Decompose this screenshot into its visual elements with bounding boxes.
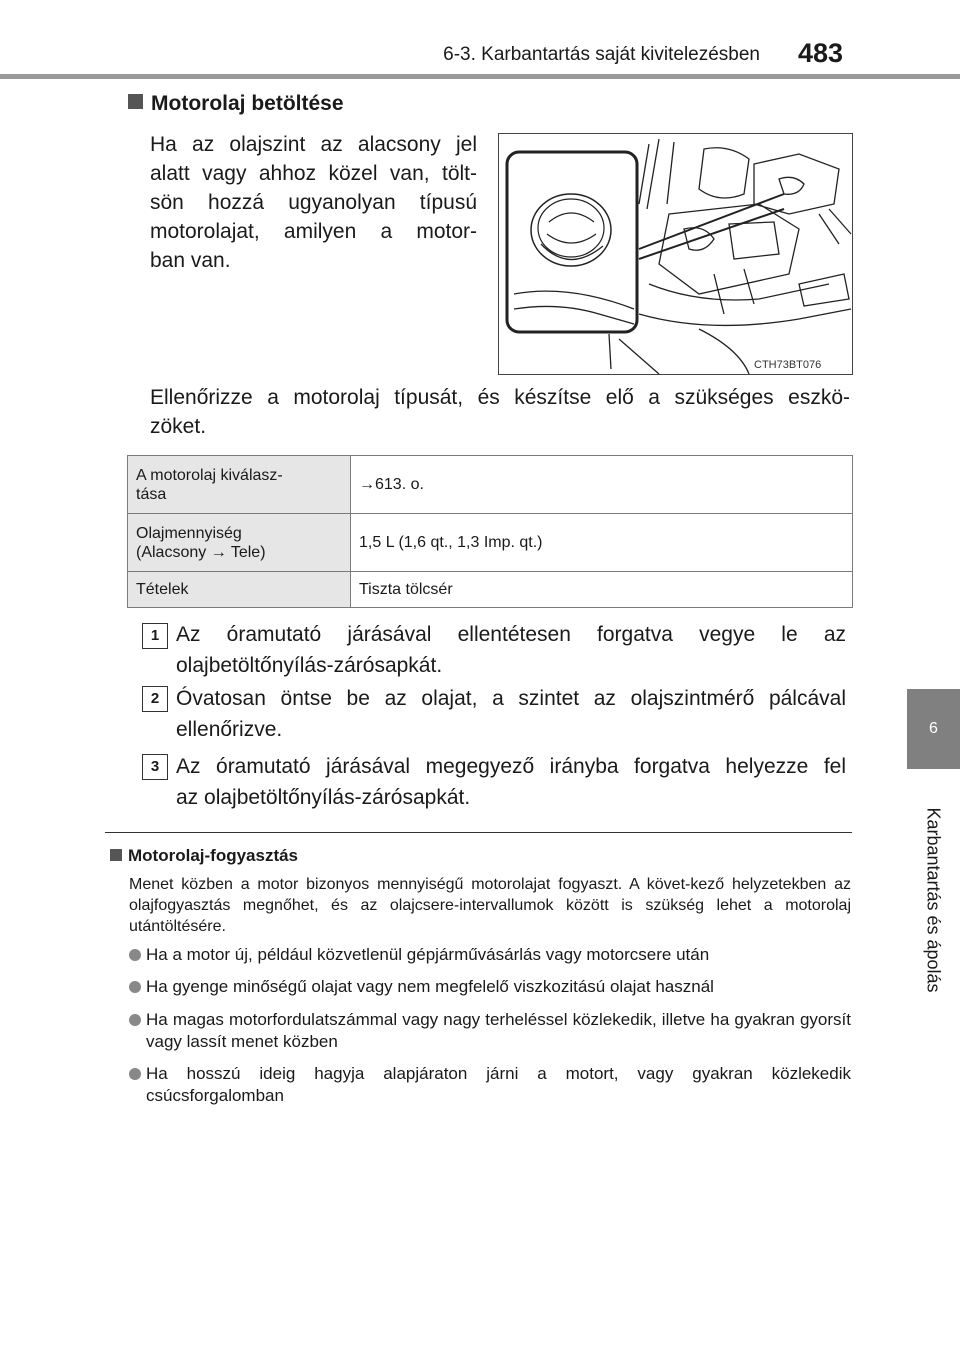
- page-number: 483: [798, 38, 844, 68]
- step-line: az olajbetöltőnyílás-zárósapkát.: [176, 786, 471, 809]
- section-heading-text: Motorolaj betöltése: [151, 92, 344, 115]
- bullet-text: Ha hosszú ideig hagyja alapjáraton járni a motort, vagy gyakran közlekedik csúcsforgalomban: [146, 1064, 851, 1105]
- table-value-cell: Tiszta tölcsér: [351, 572, 853, 608]
- section-heading: [128, 92, 344, 116]
- step-line: Az óramutató járásával megegyező irányba forgatva helyezze fel: [176, 755, 846, 778]
- intro-line: motorolajat, amilyen a motor-: [150, 220, 477, 243]
- bullet-text: Ha magas motorfordulatszámmal vagy nagy terheléssel közlekedik, illetve ha gyakran gyorsít vagy lassít menet közben: [146, 1010, 851, 1051]
- table-label: A motorolaj kiválasz-: [136, 466, 283, 484]
- square-bullet-icon: [110, 849, 122, 861]
- bullet-text: Ha gyenge minőségű olajat vagy nem megfelelő viszkozitású olajat használ: [146, 977, 714, 996]
- intro-line: sön hozzá ugyanolyan típusú: [150, 191, 477, 214]
- step-text: [176, 619, 846, 681]
- figure-code: CTH73BT076: [754, 359, 822, 371]
- table-label: tása: [136, 485, 167, 503]
- step-line: olajbetöltőnyílás-zárósapkát.: [176, 654, 443, 677]
- table-value-cell: →613. o.: [351, 456, 853, 514]
- circle-bullet-icon: [129, 981, 141, 993]
- intro-line: alatt vagy ahhoz közel van, tölt-: [150, 162, 477, 185]
- header-section-title: 6-3. Karbantartás saját kivitelezésben: [443, 44, 760, 65]
- step-line: Az óramutató járásával ellentétesen forgatva vegye le az: [176, 623, 846, 646]
- step-number-badge: 1: [142, 623, 168, 649]
- info-paragraph: Menet közben a motor bizonyos mennyiségű motorolajat fogyaszt. A követ-kező helyzetekben az olajfogyasztás megnőhet, és az olajcsere-intervallumok között is szükség lehet a motorolaj utántöltésére.: [129, 876, 851, 935]
- check-paragraph: [150, 383, 850, 441]
- chapter-label: [905, 790, 960, 1010]
- info-heading-text: Motorolaj-fogyasztás: [128, 846, 299, 865]
- step-number-badge: 3: [142, 754, 168, 780]
- table-label: (Alacsony → Tele): [136, 543, 266, 561]
- bullet-text: Ha a motor új, például közvetlenül gépjárművásárlás vagy motorcsere után: [146, 945, 710, 964]
- step-text: [176, 683, 846, 745]
- table-label-cell: [128, 456, 351, 514]
- chapter-tab: 6: [907, 689, 960, 769]
- table-row: [128, 572, 853, 608]
- table-label-cell: [128, 514, 351, 572]
- table-value-cell: 1,5 L (1,6 qt., 1,3 Imp. qt.): [351, 514, 853, 572]
- info-divider: [105, 832, 852, 833]
- table-row: [128, 514, 853, 572]
- info-heading: [110, 846, 298, 866]
- square-bullet-icon: [128, 94, 143, 109]
- table-label-cell: Tételek: [128, 572, 351, 608]
- list-item: [129, 944, 851, 966]
- check-line: Ellenőrizze a motorolaj típusát, és készítse elő a szükséges eszkö-: [150, 386, 850, 409]
- intro-line: ban van.: [150, 249, 231, 272]
- step-line: ellenőrizve.: [176, 718, 283, 741]
- engine-bay-drawing: [499, 134, 852, 374]
- table-row: [128, 456, 853, 514]
- chapter-label-text: Karbantartás és ápolás: [923, 807, 944, 993]
- circle-bullet-icon: [129, 949, 141, 961]
- list-item: [129, 1009, 851, 1053]
- check-line: zöket.: [150, 415, 207, 438]
- circle-bullet-icon: [129, 1068, 141, 1080]
- step-text: [176, 751, 846, 813]
- step-line: Óvatosan öntse be az olajat, a szintet az olajszintmérő pálcával: [176, 687, 846, 710]
- oil-spec-table: [127, 455, 853, 608]
- circle-bullet-icon: [129, 1014, 141, 1026]
- list-item: [129, 976, 851, 998]
- header-divider: [0, 74, 960, 79]
- intro-paragraph: [150, 130, 477, 275]
- engine-oil-cap-illustration: [498, 133, 853, 375]
- table-label: Olajmennyiség: [136, 524, 242, 542]
- list-item: [129, 1063, 851, 1107]
- step-number-badge: 2: [142, 686, 168, 712]
- intro-line: Ha az olajszint az alacsony jel: [150, 133, 477, 156]
